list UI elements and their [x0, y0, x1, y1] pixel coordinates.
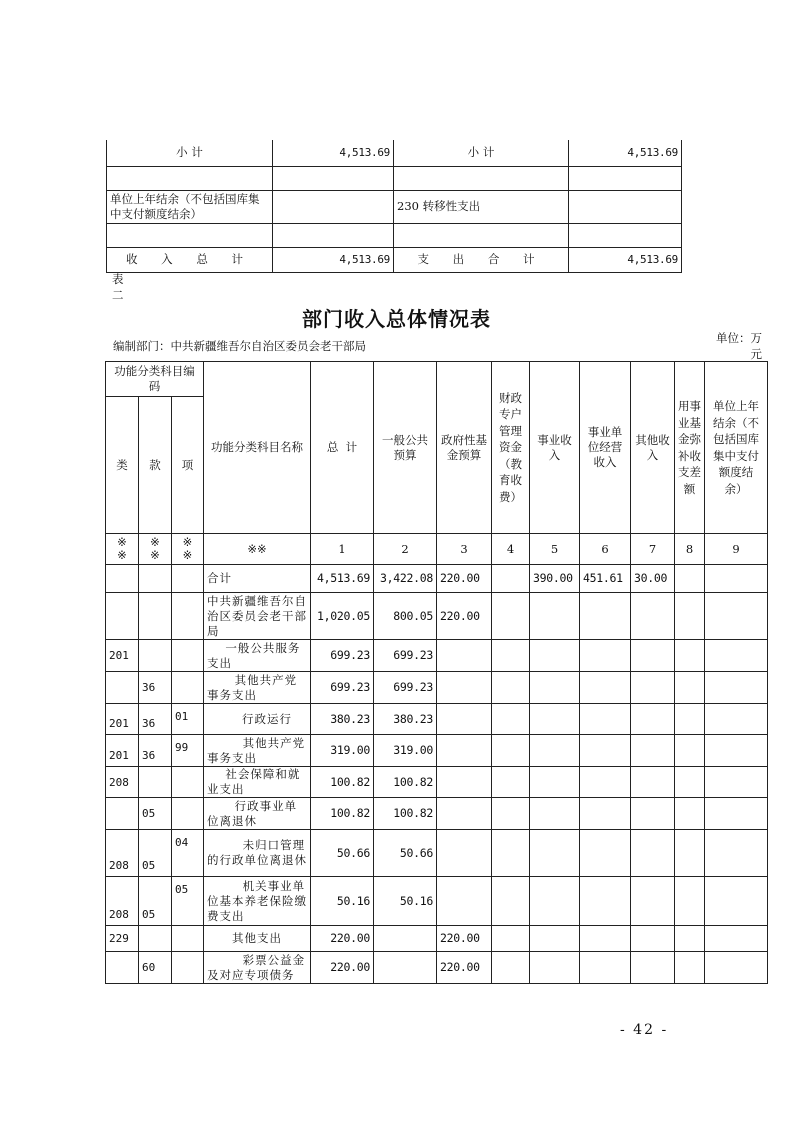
value-general-budget — [374, 952, 437, 984]
header-xiang: 项 — [172, 397, 204, 534]
item-name: 中共新疆维吾尔自治区委员会老干部局 — [204, 593, 311, 640]
code-xiang — [172, 672, 204, 704]
summary-row — [107, 166, 682, 190]
item-name: 未归口管理的行政单位离退休 — [204, 830, 311, 877]
value-gov-fund — [437, 672, 492, 704]
item-name: 合计 — [204, 565, 311, 593]
value-prior-balance — [705, 926, 768, 952]
code-kuan: 36 — [139, 704, 172, 735]
value-operating-income — [580, 830, 631, 877]
summary-income-value — [273, 166, 394, 190]
value-operating-income — [580, 672, 631, 704]
value-business-income — [530, 877, 580, 926]
header-prior-balance: 单位上年结余（不包括国库集中支付额度结余） — [705, 362, 768, 534]
value-special-account — [492, 877, 530, 926]
code-xiang: 01 — [172, 704, 204, 735]
value-total: 50.16 — [311, 877, 374, 926]
value-gov-fund: 220.00 — [437, 926, 492, 952]
value-other-income: 30.00 — [631, 565, 675, 593]
code-kuan: 36 — [139, 672, 172, 704]
header-row — [106, 362, 768, 397]
value-other-income — [631, 704, 675, 735]
code-lei — [106, 672, 139, 704]
code-lei: 201 — [106, 735, 139, 767]
table-row — [106, 767, 768, 798]
item-name: 其他共产党事务支出 — [204, 672, 311, 704]
value-operating-income — [580, 952, 631, 984]
summary-row — [107, 140, 682, 166]
value-other-income — [631, 672, 675, 704]
value-fund-offset — [675, 926, 705, 952]
item-name: 社会保障和就业支出 — [204, 767, 311, 798]
value-total: 220.00 — [311, 952, 374, 984]
value-operating-income — [580, 735, 631, 767]
value-prior-balance — [705, 565, 768, 593]
code-kuan: 05 — [139, 830, 172, 877]
code-kuan — [139, 926, 172, 952]
table-label: 表二 — [112, 272, 124, 302]
table-row — [106, 704, 768, 735]
value-special-account — [492, 926, 530, 952]
summary-expense-value — [569, 223, 682, 247]
code-kuan — [139, 640, 172, 672]
value-gov-fund — [437, 735, 492, 767]
header-lei: 类 — [106, 397, 139, 534]
value-fund-offset — [675, 672, 705, 704]
value-special-account — [492, 952, 530, 984]
value-total: 699.23 — [311, 672, 374, 704]
item-name: 行政运行 — [204, 704, 311, 735]
summary-income-value: 4,513.69 — [273, 247, 394, 272]
value-special-account — [492, 767, 530, 798]
item-name: 彩票公益金及对应专项债务 — [204, 952, 311, 984]
index-cell: 5 — [530, 534, 580, 565]
value-business-income — [530, 952, 580, 984]
value-prior-balance — [705, 704, 768, 735]
value-fund-offset — [675, 704, 705, 735]
value-operating-income: 451.61 — [580, 565, 631, 593]
code-kuan: 36 — [139, 735, 172, 767]
index-cell: 6 — [580, 534, 631, 565]
summary-expense-value — [569, 190, 682, 223]
code-lei: 208 — [106, 877, 139, 926]
header-business-income: 事业收入 — [530, 362, 580, 534]
value-other-income — [631, 830, 675, 877]
code-xiang — [172, 798, 204, 830]
value-fund-offset — [675, 877, 705, 926]
code-kuan: 05 — [139, 877, 172, 926]
value-gov-fund: 220.00 — [437, 565, 492, 593]
header-general-budget: 一般公共预算 — [374, 362, 437, 534]
summary-income-label: 小 计 — [107, 140, 273, 166]
code-kuan: 60 — [139, 952, 172, 984]
summary-expense-label — [394, 166, 569, 190]
value-special-account — [492, 593, 530, 640]
value-special-account — [492, 798, 530, 830]
code-lei — [106, 798, 139, 830]
value-prior-balance — [705, 952, 768, 984]
code-xiang — [172, 767, 204, 798]
value-gov-fund — [437, 830, 492, 877]
value-business-income — [530, 640, 580, 672]
value-fund-offset — [675, 798, 705, 830]
index-cell: 9 — [705, 534, 768, 565]
index-row — [106, 534, 768, 565]
code-lei — [106, 593, 139, 640]
value-general-budget: 100.82 — [374, 767, 437, 798]
index-cell: ※※ — [106, 534, 139, 565]
value-total: 380.23 — [311, 704, 374, 735]
value-total: 1,020.05 — [311, 593, 374, 640]
header-operating-income: 事业单位经营收入 — [580, 362, 631, 534]
value-prior-balance — [705, 830, 768, 877]
value-fund-offset — [675, 735, 705, 767]
value-total: 220.00 — [311, 926, 374, 952]
value-special-account — [492, 704, 530, 735]
value-business-income — [530, 767, 580, 798]
value-prior-balance — [705, 672, 768, 704]
item-name: 机关事业单位基本养老保险缴费支出 — [204, 877, 311, 926]
value-business-income — [530, 593, 580, 640]
value-other-income — [631, 593, 675, 640]
value-prior-balance — [705, 767, 768, 798]
header-code-group: 功能分类科目编码 — [106, 362, 204, 397]
summary-expense-label: 230 转移性支出 — [394, 190, 569, 223]
code-lei: 201 — [106, 704, 139, 735]
table-row — [106, 798, 768, 830]
table-row — [106, 952, 768, 984]
code-kuan: 05 — [139, 798, 172, 830]
value-total: 50.66 — [311, 830, 374, 877]
value-operating-income — [580, 767, 631, 798]
summary-income-label: 单位上年结余（不包括国库集中支付额度结余） — [107, 190, 273, 223]
value-general-budget: 100.82 — [374, 798, 437, 830]
value-total: 319.00 — [311, 735, 374, 767]
item-name: 一般公共服务支出 — [204, 640, 311, 672]
value-gov-fund — [437, 767, 492, 798]
value-fund-offset — [675, 952, 705, 984]
summary-income-label: 收 入 总 计 — [107, 247, 273, 272]
value-special-account — [492, 640, 530, 672]
value-business-income — [530, 830, 580, 877]
value-general-budget: 50.16 — [374, 877, 437, 926]
code-lei: 208 — [106, 767, 139, 798]
value-prior-balance — [705, 798, 768, 830]
code-kuan — [139, 565, 172, 593]
value-other-income — [631, 767, 675, 798]
code-kuan — [139, 767, 172, 798]
code-lei: 201 — [106, 640, 139, 672]
index-cell: 7 — [631, 534, 675, 565]
table-row — [106, 877, 768, 926]
value-other-income — [631, 640, 675, 672]
value-fund-offset — [675, 565, 705, 593]
table-row — [106, 565, 768, 593]
index-cell: 8 — [675, 534, 705, 565]
value-business-income — [530, 672, 580, 704]
income-expense-summary-table — [106, 140, 682, 273]
code-lei: 229 — [106, 926, 139, 952]
value-operating-income — [580, 640, 631, 672]
value-special-account — [492, 735, 530, 767]
code-xiang — [172, 593, 204, 640]
header-total: 总 计 — [311, 362, 374, 534]
value-operating-income — [580, 704, 631, 735]
value-general-budget: 50.66 — [374, 830, 437, 877]
table-row — [106, 735, 768, 767]
value-general-budget: 800.05 — [374, 593, 437, 640]
compiling-department: 编制部门：中共新疆维吾尔自治区委员会老干部局 — [113, 339, 366, 353]
value-fund-offset — [675, 830, 705, 877]
summary-expense-value: 4,513.69 — [569, 247, 682, 272]
value-general-budget: 380.23 — [374, 704, 437, 735]
value-prior-balance — [705, 877, 768, 926]
value-prior-balance — [705, 593, 768, 640]
value-total: 4,513.69 — [311, 565, 374, 593]
index-cell: ※※ — [172, 534, 204, 565]
value-general-budget: 319.00 — [374, 735, 437, 767]
header-fund-offset: 用事业基金弥补收支差额 — [675, 362, 705, 534]
item-name: 其他支出 — [204, 926, 311, 952]
value-gov-fund: 220.00 — [437, 952, 492, 984]
summary-expense-value — [569, 166, 682, 190]
unit-label: 单位：万元 — [716, 331, 762, 361]
value-gov-fund — [437, 640, 492, 672]
value-gov-fund: 220.00 — [437, 593, 492, 640]
summary-expense-label: 小 计 — [394, 140, 569, 166]
item-name: 其他共产党事务支出 — [204, 735, 311, 767]
value-general-budget: 3,422.08 — [374, 565, 437, 593]
value-other-income — [631, 952, 675, 984]
value-special-account — [492, 830, 530, 877]
value-operating-income — [580, 926, 631, 952]
summary-income-value — [273, 223, 394, 247]
value-business-income — [530, 798, 580, 830]
summary-income-label — [107, 223, 273, 247]
index-cell: 1 — [311, 534, 374, 565]
value-operating-income — [580, 877, 631, 926]
header-kuan: 款 — [139, 397, 172, 534]
table-row — [106, 926, 768, 952]
value-total: 100.82 — [311, 798, 374, 830]
page-number: - 42 - — [620, 1022, 669, 1038]
value-total: 699.23 — [311, 640, 374, 672]
summary-expense-label: 支 出 合 计 — [394, 247, 569, 272]
summary-expense-label — [394, 223, 569, 247]
code-xiang — [172, 565, 204, 593]
summary-row — [107, 190, 682, 223]
summary-row — [107, 223, 682, 247]
value-business-income — [530, 926, 580, 952]
value-general-budget: 699.23 — [374, 640, 437, 672]
index-cell: ※※ — [204, 534, 311, 565]
value-prior-balance — [705, 735, 768, 767]
index-cell: 4 — [492, 534, 530, 565]
value-gov-fund — [437, 877, 492, 926]
index-cell: ※※ — [139, 534, 172, 565]
value-business-income — [530, 704, 580, 735]
code-lei — [106, 952, 139, 984]
page-title: 部门收入总体情况表 — [302, 307, 491, 331]
code-lei: 208 — [106, 830, 139, 877]
code-xiang — [172, 640, 204, 672]
code-xiang: 99 — [172, 735, 204, 767]
code-xiang: 05 — [172, 877, 204, 926]
value-fund-offset — [675, 640, 705, 672]
value-fund-offset — [675, 767, 705, 798]
summary-income-value — [273, 190, 394, 223]
value-other-income — [631, 926, 675, 952]
code-lei — [106, 565, 139, 593]
value-special-account — [492, 565, 530, 593]
value-gov-fund — [437, 798, 492, 830]
value-business-income — [530, 735, 580, 767]
value-prior-balance — [705, 640, 768, 672]
summary-income-label — [107, 166, 273, 190]
value-fund-offset — [675, 593, 705, 640]
index-cell: 3 — [437, 534, 492, 565]
value-gov-fund — [437, 704, 492, 735]
value-other-income — [631, 798, 675, 830]
table-row — [106, 640, 768, 672]
header-special-account: 财政专户管理资金（教育收费） — [492, 362, 530, 534]
header-name: 功能分类科目名称 — [204, 362, 311, 534]
code-xiang: 04 — [172, 830, 204, 877]
value-operating-income — [580, 593, 631, 640]
code-xiang — [172, 926, 204, 952]
value-operating-income — [580, 798, 631, 830]
header-gov-fund: 政府性基金预算 — [437, 362, 492, 534]
code-kuan — [139, 593, 172, 640]
summary-income-value: 4,513.69 — [273, 140, 394, 166]
table-row — [106, 830, 768, 877]
value-other-income — [631, 735, 675, 767]
value-business-income: 390.00 — [530, 565, 580, 593]
table-row — [106, 593, 768, 640]
summary-row — [107, 247, 682, 272]
value-general-budget — [374, 926, 437, 952]
header-other-income: 其他收入 — [631, 362, 675, 534]
table-row — [106, 672, 768, 704]
value-total: 100.82 — [311, 767, 374, 798]
code-xiang — [172, 952, 204, 984]
index-cell: 2 — [374, 534, 437, 565]
department-income-table — [105, 361, 768, 984]
item-name: 行政事业单位离退休 — [204, 798, 311, 830]
summary-expense-value: 4,513.69 — [569, 140, 682, 166]
value-special-account — [492, 672, 530, 704]
value-other-income — [631, 877, 675, 926]
value-general-budget: 699.23 — [374, 672, 437, 704]
